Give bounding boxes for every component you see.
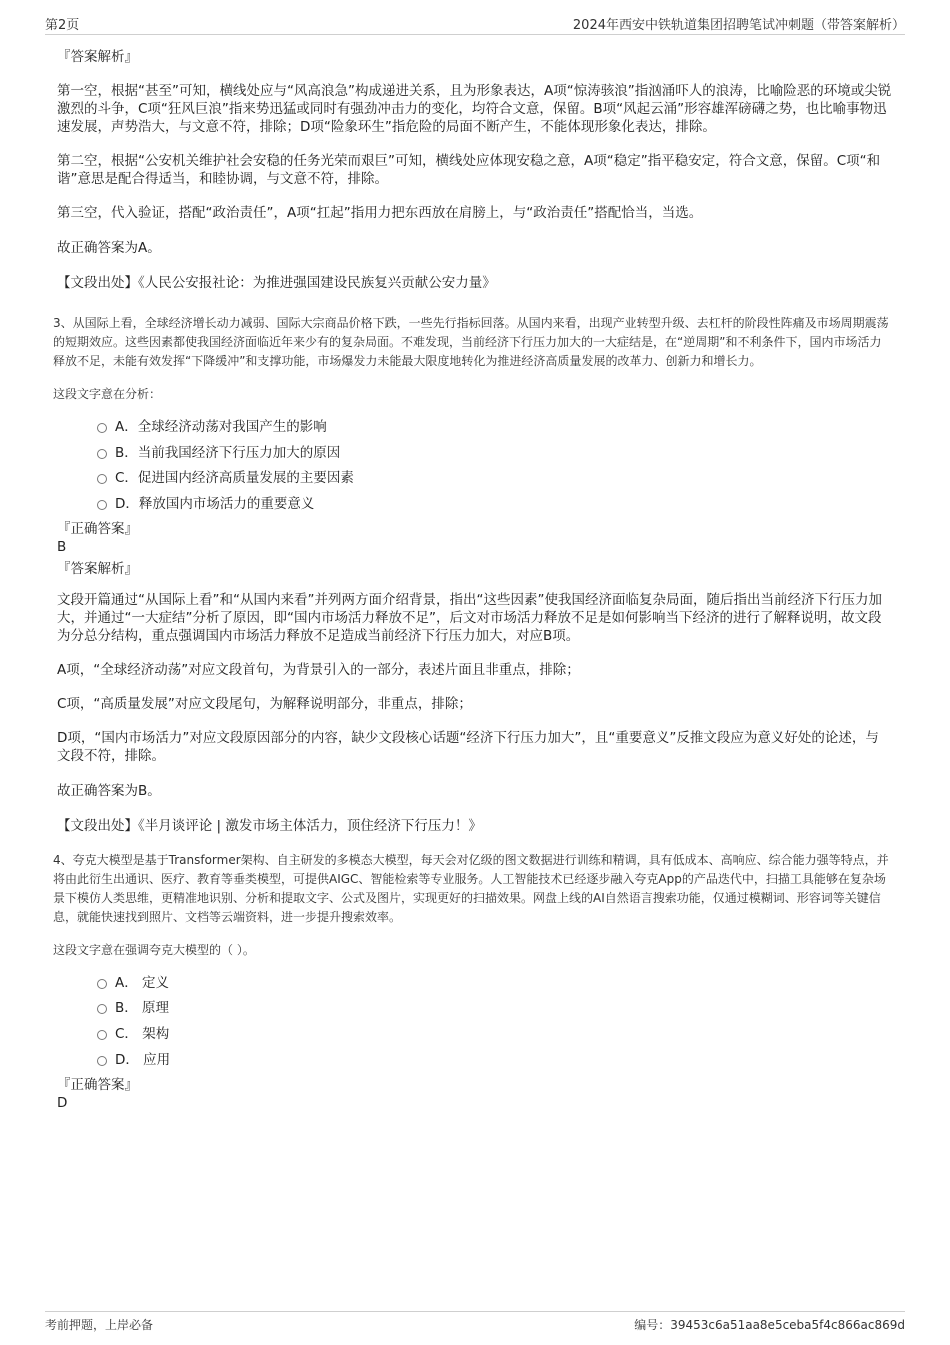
- page-footer: [45, 1311, 905, 1334]
- q2-analysis-section: [57, 48, 892, 292]
- q3-options: [57, 417, 892, 520]
- q4-correct-answer: D: [57, 1094, 68, 1111]
- radio-icon[interactable]: [97, 979, 107, 989]
- option-label: B． 原理: [115, 1000, 170, 1017]
- q2-conclusion: 故正确答案为A。: [57, 240, 161, 256]
- q3-correct-answer: B: [57, 538, 67, 555]
- q3-analysis-para4: D项，“国内市场活力”对应文段原因部分的内容，缺少文段核心话题“经济下行压力加大”，且“重要意义”反推文段应为意义好处的论述，与文段不符，排除。: [57, 729, 879, 764]
- q2-analysis-para3: 第三空，代入验证，搭配“政治责任”，A项“扛起”指用力把东西放在肩膀上，与“政治责任”搭配恰当，当选。: [57, 205, 703, 221]
- radio-icon[interactable]: [97, 500, 107, 510]
- option-label: D．释放国内市场活力的重要意义: [115, 496, 315, 513]
- q4-stem: 4、夸克大模型是基于Transformer架构、自主研发的多模态大模型，每天会对亿级的图文数据进行训练和精调，具有低成本、高响应、综合能力强等特点，并将由此衍生出通识、医疗、教育等垂类模型，可提供AIGC、智能检索等专业服务。人工智能技术已经逐步融入夸克App的产品迭代中，扫描工具能够在复杂场景下模仿人类思维，更精准地识别、分析和提取文字、公式及图片，实现更好的扫描效果。网盘上线的AI自然语言搜索功能，仅通过模糊词、形容词等关键信息，就能快速找到照片、文档等云端资料，进一步提升搜索效率。: [53, 852, 889, 924]
- option-label: A． 定义: [115, 974, 170, 991]
- q4-options: [57, 973, 892, 1076]
- radio-icon[interactable]: [97, 474, 107, 484]
- q4-option-b[interactable]: [57, 998, 892, 1024]
- radio-icon[interactable]: [97, 1030, 107, 1040]
- q3-conclusion: 故正确答案为B。: [57, 782, 161, 799]
- radio-icon[interactable]: [97, 449, 107, 459]
- q2-analysis-para2: 第二空，根据“公安机关维护社会安稳的任务光荣而艰巨”可知，横线处应体现安稳之意，A项“稳定”指平稳安定，符合文意，保留。C项“和谐”意思是配合得适当，和睦协调，与文意不符，排除。: [57, 153, 881, 187]
- option-label: C． 架构: [115, 1026, 170, 1043]
- option-label: A．全球经济动荡对我国产生的影响: [115, 419, 327, 435]
- question-3: [53, 314, 892, 835]
- q3-option-c[interactable]: [57, 468, 892, 494]
- q3-option-d[interactable]: [57, 494, 892, 520]
- radio-icon[interactable]: [97, 423, 107, 433]
- q2-analysis-label: 『答案解析』: [57, 49, 138, 65]
- q3-option-a[interactable]: [57, 417, 892, 443]
- q3-stem: 3、从国际上看，全球经济增长动力减弱、国际大宗商品价格下跌，一些先行指标回落。从国内来看，出现产业转型升级、去杠杆的阶段性阵痛及市场周期震荡的短期效应。这些因素都使我国经济面临近年来少有的复杂局面。不难发现，当前经济下行压力加大的一大症结是，在“逆周期”和不利条件下，国内市场活力释放不足，未能有效发挥“下降缓冲”和支撑功能，市场爆发力未能最大限度地转化为推进经济高质量发展的改革力、创新力和增长力。: [53, 316, 889, 368]
- q3-source: 【文段出处】《半月谈评论 | 激发市场主体活力，顶住经济下行压力！》: [57, 817, 482, 834]
- page-number: 第2页: [45, 18, 80, 33]
- q4-question: 这段文字意在强调夸克大模型的（ ）。: [53, 942, 255, 957]
- q4-option-a[interactable]: [57, 973, 892, 999]
- option-label: D． 应用: [115, 1051, 171, 1068]
- q4-option-d[interactable]: [57, 1050, 892, 1076]
- question-4: [53, 851, 892, 1112]
- q4-correct-label: 『正确答案』: [57, 1076, 138, 1093]
- option-label: C．促进国内经济高质量发展的主要因素: [115, 470, 354, 487]
- document-code: 编号：39453c6a51aa8e5ceba5f4c866ac869d: [634, 1318, 905, 1332]
- page-content: [53, 44, 892, 1112]
- document-title: 2024年西安中铁轨道集团招聘笔试冲刺题（带答案解析）: [572, 18, 905, 33]
- q3-option-b[interactable]: [57, 443, 892, 469]
- q4-option-c[interactable]: [57, 1024, 892, 1050]
- q3-correct-label: 『正确答案』: [57, 520, 138, 537]
- q2-source: 【文段出处】《人民公安报社论：为推进强国建设民族复兴贡献公安力量》: [57, 275, 496, 291]
- footer-slogan: 考前押题，上岸必备: [45, 1318, 154, 1332]
- q3-analysis-label: 『答案解析』: [57, 560, 138, 577]
- radio-icon[interactable]: [97, 1004, 107, 1014]
- q3-analysis-para1: 文段开篇通过“从国际上看”和“从国内来看”并列两方面介绍背景，指出“这些因素”使我国经济面临复杂局面，随后指出当前经济下行压力加大，并通过“一大症结”分析了原因，即“国内市场活力释放不足”，后文对市场活力释放不足是如何影响当下经济的进行了解释说明，故文段为分总分结构，重点强调国内市场活力释放不足造成当前经济下行压力加大，对应B项。: [57, 591, 882, 644]
- radio-icon[interactable]: [97, 1056, 107, 1066]
- q3-question: 这段文字意在分析：: [53, 387, 162, 401]
- q3-analysis-para2: A项，“全球经济动荡”对应文段首句，为背景引入的一部分，表述片面且非重点，排除；: [57, 661, 580, 678]
- q3-analysis-para3: C项，“高质量发展”对应文段尾句，为解释说明部分，非重点，排除；: [57, 695, 472, 712]
- option-label: B．当前我国经济下行压力加大的原因: [115, 444, 341, 461]
- page-header: [45, 14, 905, 35]
- q2-analysis-para1: 第一空，根据“甚至”可知，横线处应与“风高浪急”构成递进关系，且为形象表达，A项“惊涛骇浪”指汹涌吓人的浪涛，比喻险恶的环境或尖锐激烈的斗争，C项“狂风巨浪”指来势迅猛或同时有强劲冲击力的变化，均符合文意，保留。B项“风起云涌”形容雄浑磅礴之势，也比喻事物迅速发展，声势浩大，与文意不符，排除；D项“险象环生”指危险的局面不断产生，不能体现形象化表达，排除。: [57, 83, 892, 135]
